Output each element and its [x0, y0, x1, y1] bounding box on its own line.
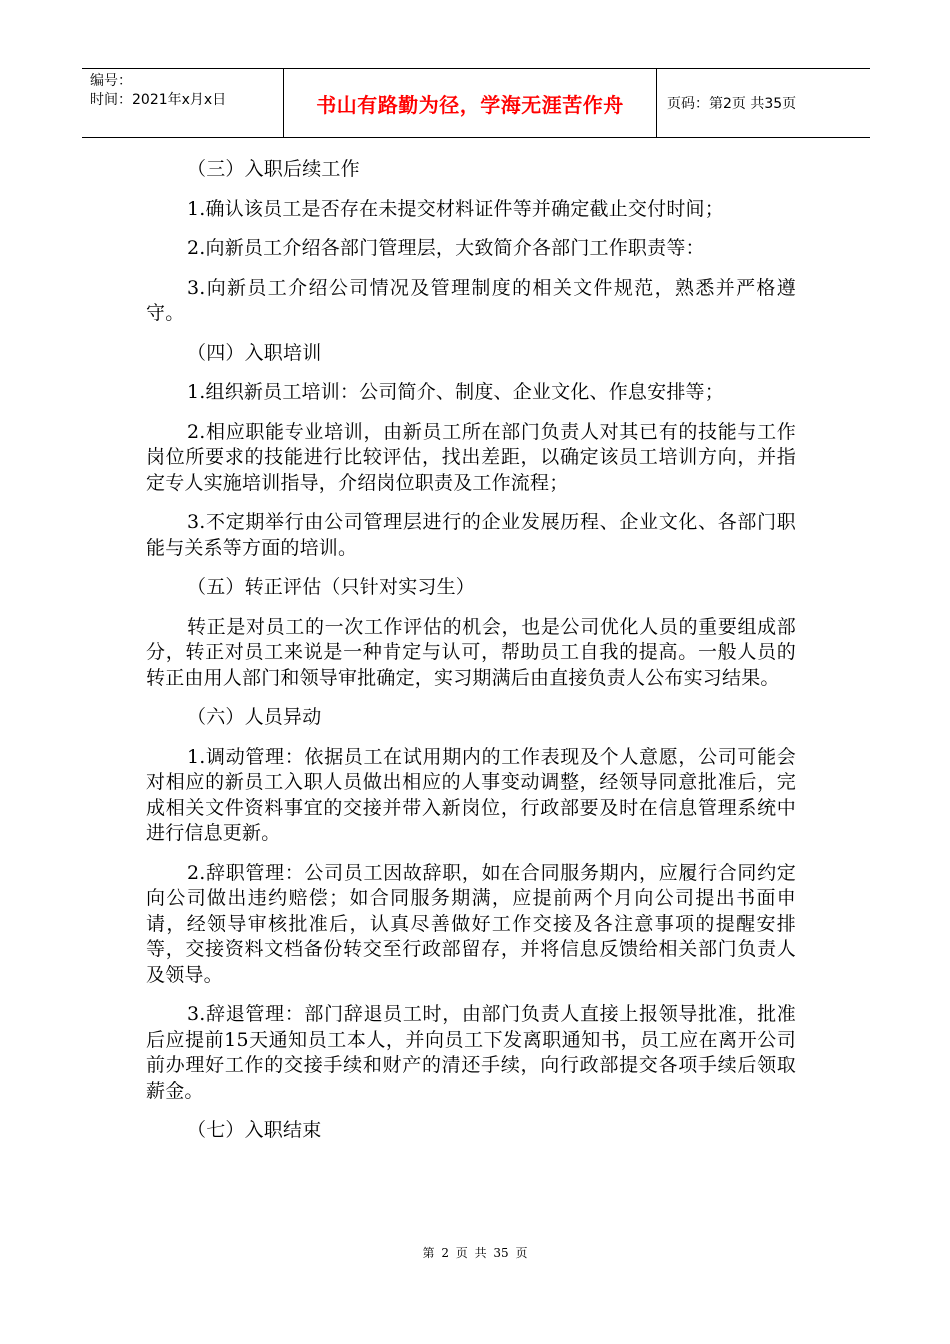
- section-heading-4: （四）入职培训: [187, 341, 322, 364]
- header-meta: [82, 69, 284, 137]
- document-body: [146, 157, 796, 1158]
- date-label: 时间：2021年x月x日: [90, 92, 227, 108]
- paragraph: 2.辞职管理：公司员工因故辞职，如在合同服务期内，应履行合同约定向公司做出违约赔偿；如合同服务期满，应提前两个月向公司提出书面申请，经领导审核批准后，认真尽善做好工作交接及各注意事项的提醒安排等，交接资料文档备份转交至行政部留存，并将信息反馈给相关部门负责人及领导。: [146, 861, 796, 986]
- section-heading-3: （三）入职后续工作: [187, 158, 360, 180]
- document-header: [82, 68, 870, 138]
- page-footer: 第 2 页 共 35 页: [422, 1246, 528, 1260]
- header-motto: 书山有路勤为径，学海无涯苦作舟: [284, 69, 657, 137]
- paragraph: 转正是对员工的一次工作评估的机会，也是公司优化人员的重要组成部分，转正对员工来说是一种肯定与认可，帮助员工自我的提高。一般人员的转正由用人部门和领导审批确定，实习期满后由直接负责人公布实习结果。: [146, 615, 796, 689]
- paragraph: 1.组织新员工培训：公司简介、制度、企业文化、作息安排等；: [187, 381, 724, 403]
- paragraph: 1.确认该员工是否存在未提交材料证件等并确定截止交付时间；: [187, 197, 724, 220]
- paragraph: 3.不定期举行由公司管理层进行的企业发展历程、企业文化、各部门职能与关系等方面的培训。: [146, 511, 796, 559]
- section-heading-6: （六）人员异动: [187, 706, 322, 728]
- paragraph: 1.调动管理：依据员工在试用期内的工作表现及个人意愿，公司可能会对相应的新员工入职人员做出相应的人事变动调整，经领导同意批准后，完成相关文件资料事宜的交接并带入新岗位，行政部要及时在信息管理系统中进行信息更新。: [146, 745, 796, 844]
- paragraph: 2.向新员工介绍各部门管理层，大致简介各部门工作职责等：: [187, 237, 705, 259]
- section-heading-7: （七）入职结束: [187, 1119, 322, 1141]
- number-label: 编号：: [90, 73, 132, 89]
- header-page-info: 页码：第2页 共35页: [667, 96, 797, 112]
- paragraph: 2.相应职能专业培训，由新员工所在部门负责人对其已有的技能与工作岗位所要求的技能进行比较评估，找出差距，以确定该员工培训方向，并指定专人实施培训指导，介绍岗位职责及工作流程；: [146, 420, 796, 494]
- paragraph: 3.向新员工介绍公司情况及管理制度的相关文件规范，熟悉并严格遵守。: [146, 276, 796, 324]
- paragraph: 3.辞退管理：部门辞退员工时，由部门负责人直接上报领导批准，批准后应提前15天通知员工本人，并向员工下发离职通知书，员工应在离开公司前办理好工作的交接手续和财产的清还手续，向行政部提交各项手续后领取薪金。: [146, 1003, 796, 1102]
- section-heading-5: （五）转正评估（只针对实习生）: [187, 576, 476, 598]
